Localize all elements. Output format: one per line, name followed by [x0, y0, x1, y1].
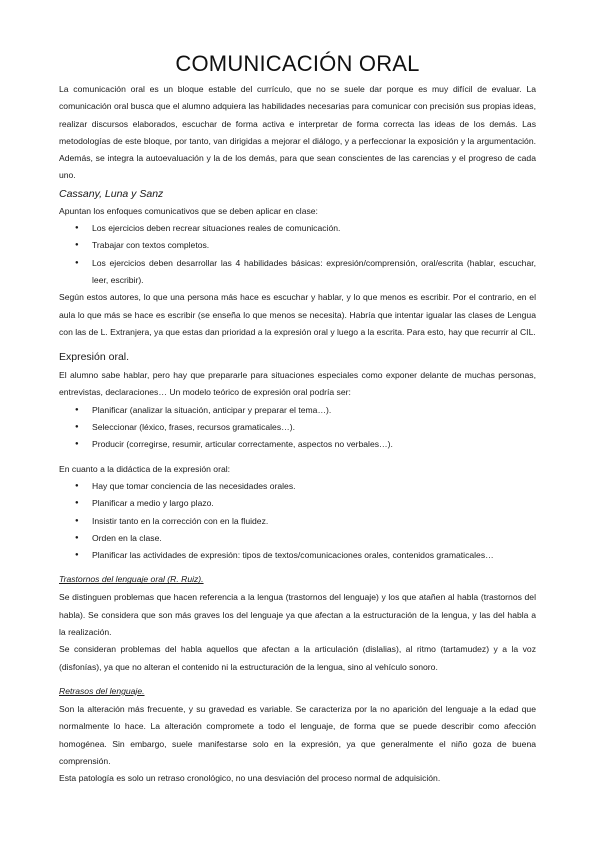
list-item: ● Insistir tanto en la corrección con en la fluidez. [92, 513, 536, 530]
list-item: ● Planificar a medio y largo plazo. [92, 495, 536, 512]
cassany-list [59, 220, 536, 289]
list-item: ● Hay que tomar conciencia de las necesidades orales. [92, 478, 536, 495]
list-item: ● Orden en la clase. [92, 530, 536, 547]
didactica-lead: En cuanto a la didáctica de la expresión oral: [59, 463, 231, 474]
cassany-heading: Cassany, Luna y Sanz [59, 187, 164, 200]
cassany-after-paragraph: Según estos autores, lo que una persona más hace es escuchar y hablar, y lo que menos es escribir. Por el contrario, en el aula lo que más se hace es escribir (se enseña lo que menos se necesita). Habría que intentar igualar las clases de Lengua con las de L. Extranjera, ya que estas dan prioridad a la expresión oral y luego a la escrita. Para esto, hay que recurrir al CIL. [59, 292, 536, 337]
page-title: COMUNICACIÓN ORAL [175, 51, 420, 76]
cassany-lead: Apuntan los enfoques comunicativos que se deben aplicar en clase: [59, 205, 318, 216]
retrasos-paragraph-2: Esta patología es solo un retraso cronológico, no una desviación del proceso normal de adquisición. [59, 773, 441, 784]
trastornos-heading: Trastornos del lenguaje oral (R. Ruiz). [59, 574, 204, 585]
list-item: ● Los ejercicios deben recrear situaciones reales de comunicación. [92, 220, 536, 237]
didactica-list [59, 478, 536, 564]
expresion-intro: El alumno sabe hablar, pero hay que prepararle para situaciones especiales como exponer delante de muchas personas, entrevistas, declaraciones… Un modelo teórico de expresión oral podría ser: [59, 370, 536, 398]
trastornos-paragraph-2: Se consideran problemas del habla aquellos que afectan a la articulación (dislalias), al ritmo (tartamudez) y a la voz (disfonías), ya que no alteran el contenido ni la estructuración de la lengua, sino al vehículo sonoro. [59, 644, 536, 672]
expresion-heading: Expresión oral. [59, 351, 130, 364]
list-item: ● Trabajar con textos completos. [92, 237, 536, 254]
retrasos-paragraph-1: Son la alteración más frecuente, y su gravedad es variable. Se caracteriza por la no aparición del lenguaje a la edad que normalmente lo hace. La alteración compromete a todo el lenguaje, de forma que se puede describir como afección homogénea. Sin embargo, suele manifestarse solo en la expresión, ya que generalmente el niño goza de buena comprensión. [59, 703, 536, 766]
list-item: ● Seleccionar (léxico, frases, recursos gramaticales…). [92, 419, 536, 436]
list-item: ● Producir (corregirse, resumir, articular correctamente, aspectos no verbales…). [92, 436, 536, 453]
intro-paragraph: La comunicación oral es un bloque estable del currículo, que no se suele dar porque es muy difícil de evaluar. La comunicación oral busca que el alumno adquiera las habilidades necesarias para comunicar con precisión sus propias ideas, realizar discursos elaborados, escuchar de forma activa e interpretar de forma correcta las ideas de los demás. Las metodologías de este bloque, por tanto, van dirigidas a mejorar el diálogo, y a perfeccionar la exposición y la argumentación. Además, se integra la autoevaluación y la de los demás, para que sean conscientes de las carencias y el progreso de cada uno. [59, 84, 536, 181]
list-item: ● Los ejercicios deben desarrollar las 4 habilidades básicas: expresión/comprensión, oral/escrita (hablar, escuchar, leer, escribir). [92, 255, 536, 290]
list-item: ● Planificar las actividades de expresión: tipos de textos/comunicaciones orales, contenidos gramaticales… [92, 547, 536, 564]
expresion-list [59, 402, 536, 454]
retrasos-heading: Retrasos del lenguaje. [59, 685, 145, 696]
trastornos-paragraph-1: Se distinguen problemas que hacen referencia a la lengua (trastornos del lenguaje) y los que atañen al habla (trastornos del habla). Se considera que son más graves los del lenguaje ya que afectan a la estructuración de la lengua, y las del habla a la realización. [59, 592, 536, 638]
list-item: ● Planificar (analizar la situación, anticipar y preparar el tema…). [92, 402, 536, 419]
